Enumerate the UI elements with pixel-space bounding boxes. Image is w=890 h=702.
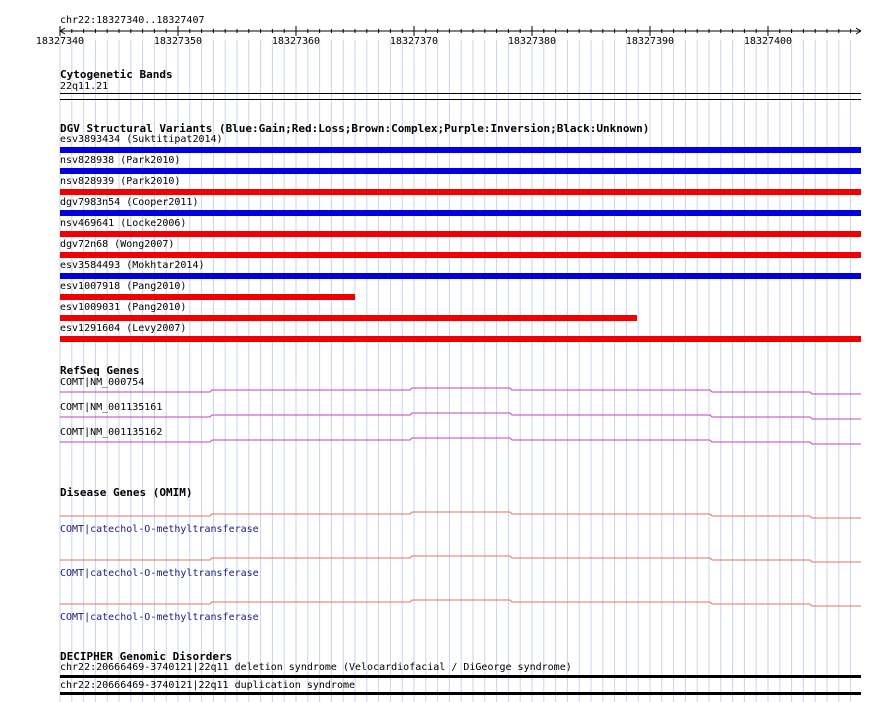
refseq-track-title: RefSeq Genes (60, 364, 140, 377)
dgv-variant-bar[interactable] (60, 147, 861, 153)
omim-gene-label[interactable]: COMT|catechol-O-methyltransferase (60, 568, 259, 579)
decipher-disorder-bar[interactable] (60, 675, 861, 678)
dgv-variant-label[interactable]: nsv828939 (Park2010) (60, 176, 181, 187)
dgv-variant-bar[interactable] (60, 210, 861, 216)
dgv-variant-bar[interactable] (60, 315, 637, 321)
ruler-tick-label: 18327400 (743, 36, 793, 47)
decipher-track-title: DECIPHER Genomic Disorders (60, 650, 233, 663)
dgv-variant-bar[interactable] (60, 189, 861, 195)
dgv-variant-label[interactable]: dgv7983n54 (Cooper2011) (60, 197, 199, 208)
region-label: chr22:18327340..18327407 (60, 15, 205, 26)
refseq-gene-label[interactable]: COMT|NM_001135161 (60, 402, 163, 413)
dgv-variant-label[interactable]: esv1007918 (Pang2010) (60, 281, 187, 292)
cytoband-track-title: Cytogenetic Bands (60, 68, 173, 81)
decipher-disorder-bar[interactable] (60, 692, 861, 695)
dgv-variant-label[interactable]: esv1291604 (Levy2007) (60, 323, 187, 334)
dgv-variant-label[interactable]: esv3893434 (Suktitipat2014) (60, 134, 223, 145)
ruler-tick-label: 18327350 (153, 36, 203, 47)
dgv-variant-label[interactable]: esv3584493 (Mokhtar2014) (60, 260, 205, 271)
omim-gene-label[interactable]: COMT|catechol-O-methyltransferase (60, 612, 259, 623)
coordinate-ruler[interactable] (0, 0, 890, 60)
dgv-variant-bar[interactable] (60, 168, 861, 174)
cytoband-bar-bottom (60, 99, 861, 100)
decipher-disorder-label[interactable]: chr22:20666469-3740121|22q11 deletion syndrome (Velocardiofacial / DiGeorge syndrome) (60, 662, 572, 673)
cytoband-label[interactable]: 22q11.21 (60, 81, 109, 92)
cytoband-bar-top (60, 93, 861, 94)
dgv-variant-bar[interactable] (60, 231, 861, 237)
dgv-variant-bar[interactable] (60, 336, 861, 342)
refseq-gene-label[interactable]: COMT|NM_001135162 (60, 427, 163, 438)
decipher-disorder-label[interactable]: chr22:20666469-3740121|22q11 duplication syndrome (60, 680, 356, 691)
ruler-tick-label: 18327370 (389, 36, 439, 47)
dgv-variant-label[interactable]: nsv828938 (Park2010) (60, 155, 181, 166)
omim-track-title: Disease Genes (OMIM) (60, 486, 193, 499)
dgv-variant-bar[interactable] (60, 273, 861, 279)
dgv-variant-label[interactable]: dgv72n68 (Wong2007) (60, 239, 175, 250)
dgv-variant-label[interactable]: esv1009031 (Pang2010) (60, 302, 187, 313)
omim-gene-label[interactable]: COMT|catechol-O-methyltransferase (60, 524, 259, 535)
dgv-track-title: DGV Structural Variants (Blue:Gain;Red:Loss;Brown:Complex;Purple:Inversion;Black:Unknown) (60, 122, 650, 135)
ruler-tick-label: 18327380 (507, 36, 557, 47)
refseq-gene-label[interactable]: COMT|NM_000754 (60, 377, 145, 388)
ruler-tick-label: 18327340 (35, 36, 85, 47)
ruler-tick-label: 18327390 (625, 36, 675, 47)
dgv-variant-bar[interactable] (60, 252, 861, 258)
ruler-tick-label: 18327360 (271, 36, 321, 47)
dgv-variant-label[interactable]: nsv469641 (Locke2006) (60, 218, 187, 229)
dgv-variant-bar[interactable] (60, 294, 355, 300)
